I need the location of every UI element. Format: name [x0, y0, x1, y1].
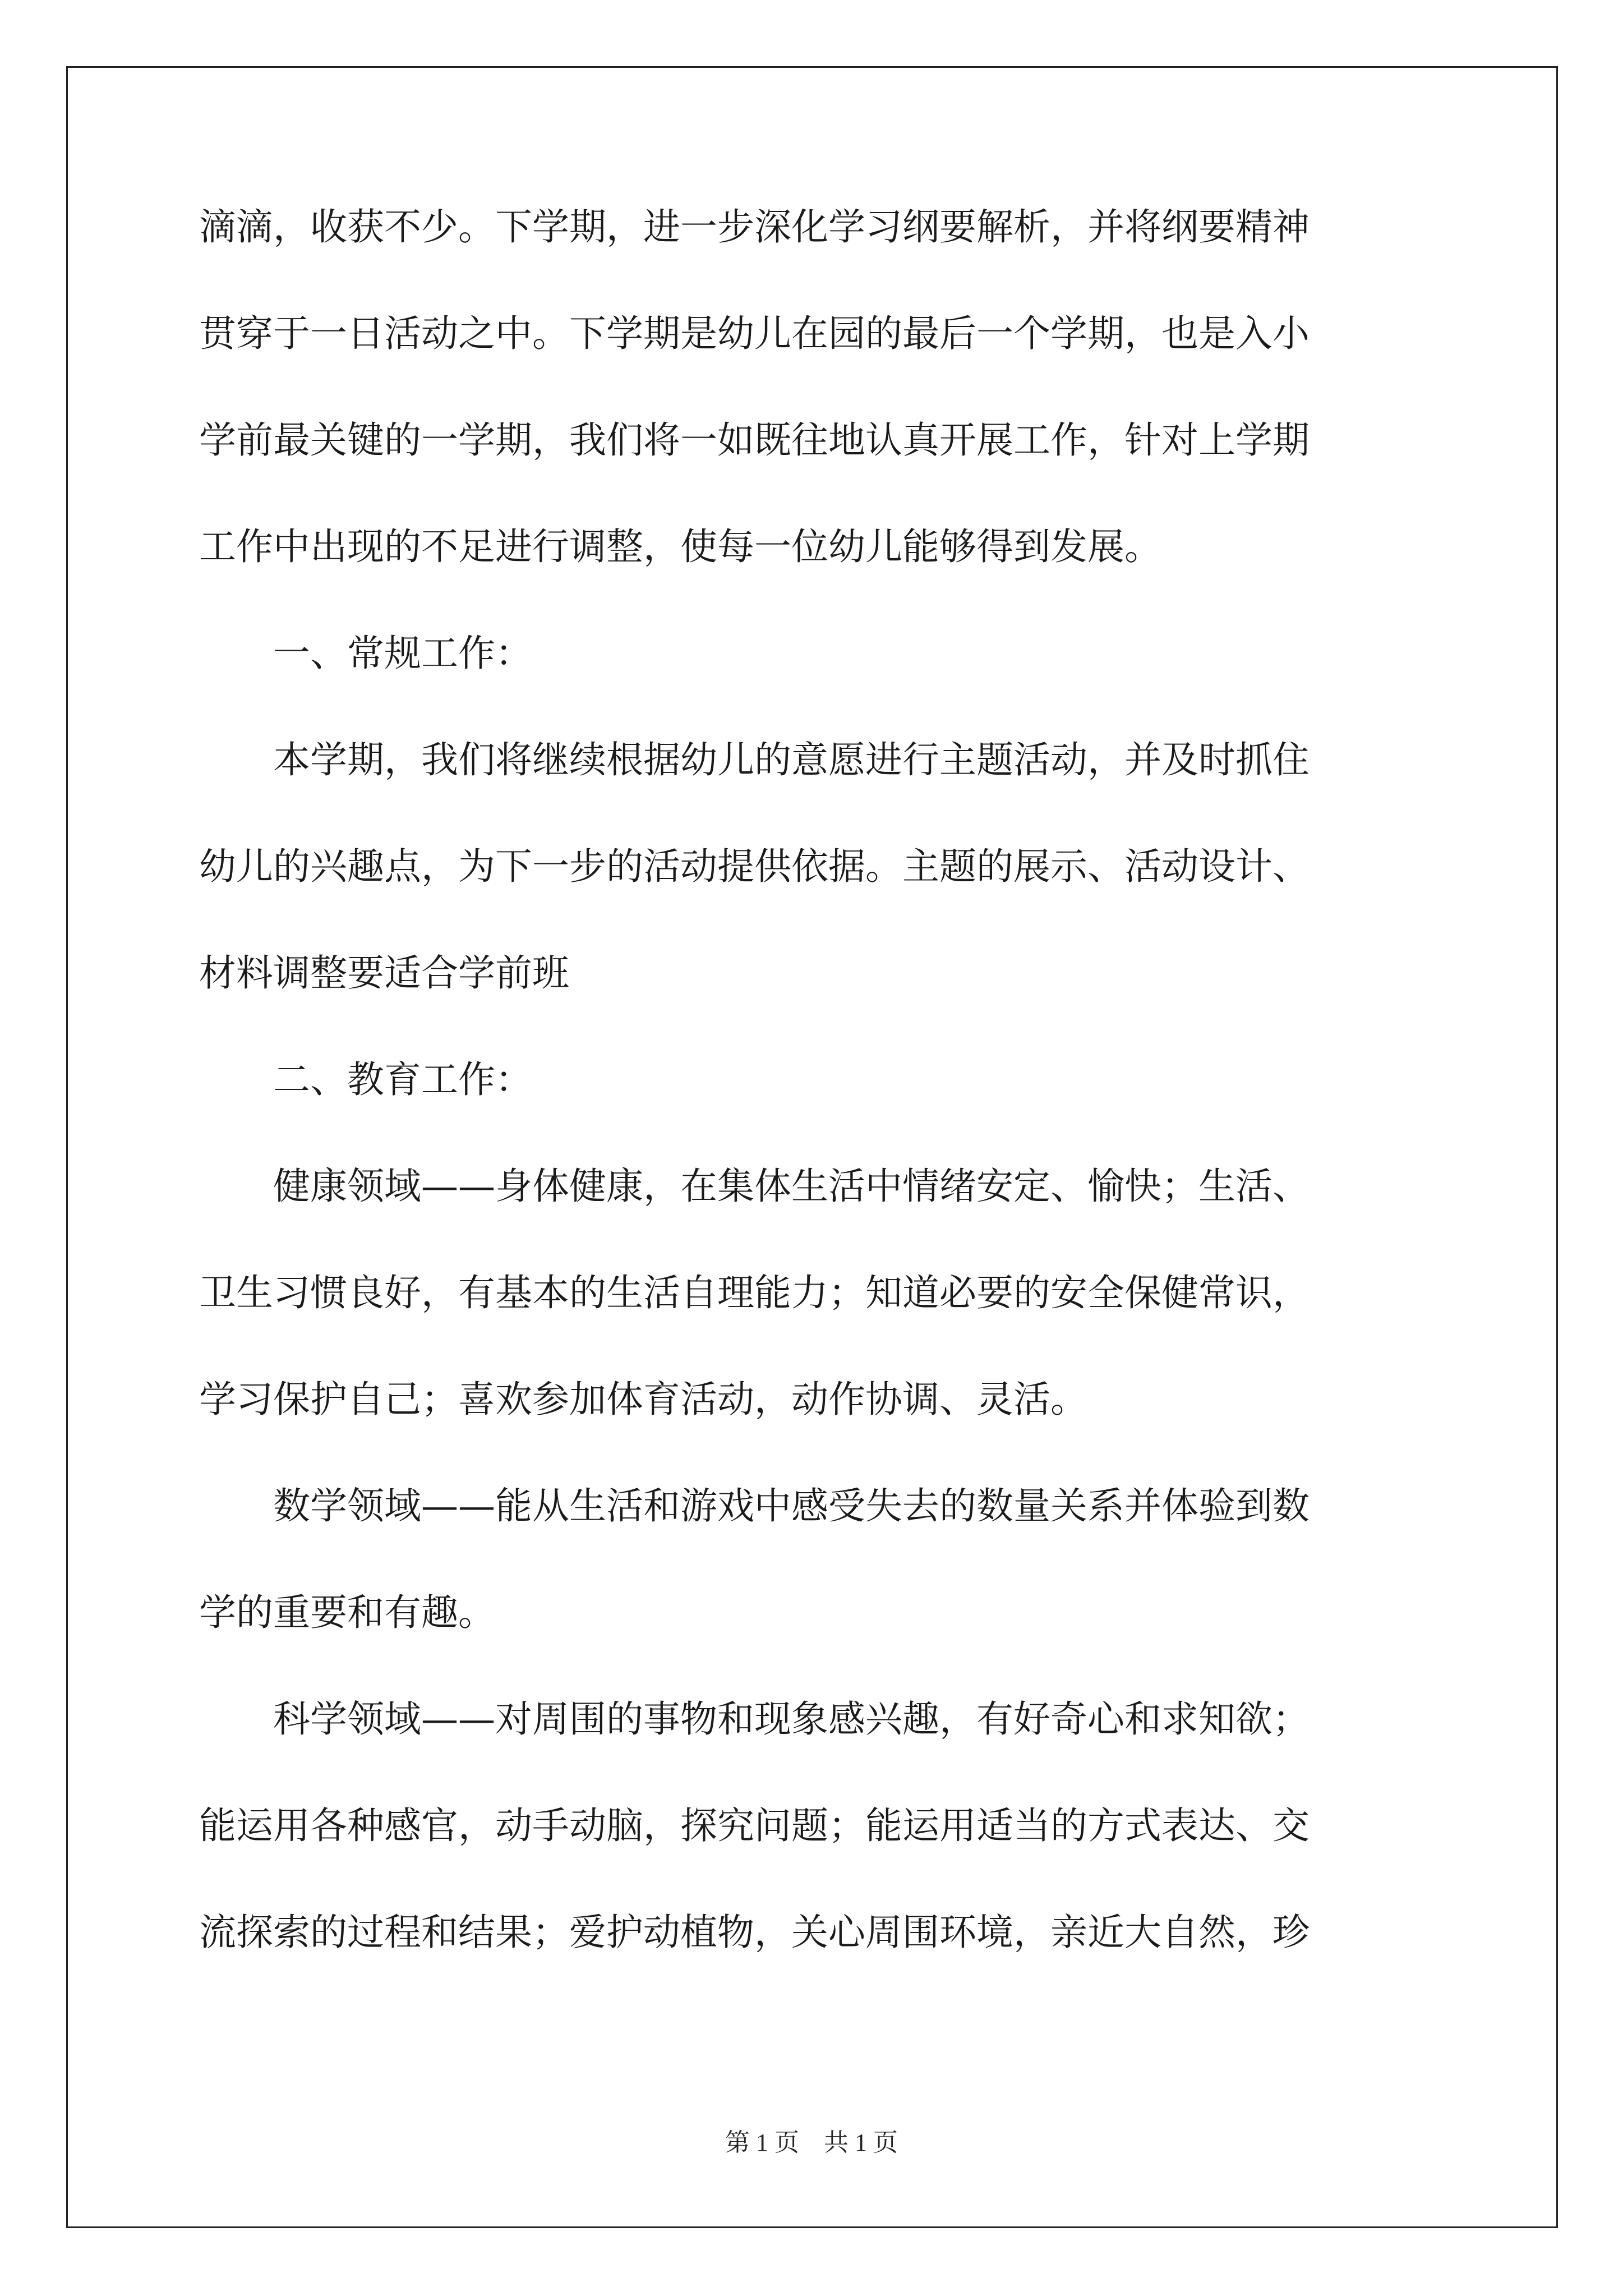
text-line: 健康领域——身体健康，在集体生活中情绪安定、愉快；生活、	[199, 1165, 1310, 1208]
page-number: 第 1 页 共 1 页	[725, 2129, 898, 2156]
text-line: 贯穿于一日活动之中。下学期是幼儿在园的最后一个学期，也是入小	[199, 312, 1310, 355]
text-line: 能运用各种感官，动手动脑，探究问题；能运用适当的方式表达、交	[199, 1804, 1310, 1847]
page-footer	[0, 2126, 1623, 2160]
text-line: 幼儿的兴趣点，为下一步的活动提供依据。主题的展示、活动设计、	[199, 845, 1310, 888]
text-line: 学的重要和有趣。	[199, 1591, 495, 1634]
text-line: 材料调整要适合学前班	[199, 951, 569, 995]
text-line: 学习保护自己；喜欢参加体育活动，动作协调、灵活。	[199, 1378, 1087, 1421]
text-line: 滴滴，收获不少。下学期，进一步深化学习纲要解析，并将纲要精神	[199, 205, 1310, 249]
text-line: 本学期，我们将继续根据幼儿的意愿进行主题活动，并及时抓住	[199, 738, 1310, 781]
text-line: 学前最关键的一学期，我们将一如既往地认真开展工作，针对上学期	[199, 418, 1310, 462]
text-line: 流探索的过程和结果；爱护动植物，关心周围环境，亲近大自然，珍	[199, 1911, 1310, 1954]
section-heading: 二、教育工作：	[199, 1058, 532, 1101]
section-heading: 一、常规工作：	[199, 632, 532, 675]
text-line: 科学领域——对周围的事物和现象感兴趣，有好奇心和求知欲；	[199, 1697, 1310, 1741]
text-line: 工作中出现的不足进行调整，使每一位幼儿能够得到发展。	[199, 525, 1161, 568]
page-border	[66, 66, 1558, 2228]
text-line: 卫生习惯良好，有基本的生活自理能力；知道必要的安全保健常识，	[199, 1271, 1310, 1314]
text-line: 数学领域——能从生活和游戏中感受失去的数量关系并体验到数	[199, 1484, 1310, 1527]
